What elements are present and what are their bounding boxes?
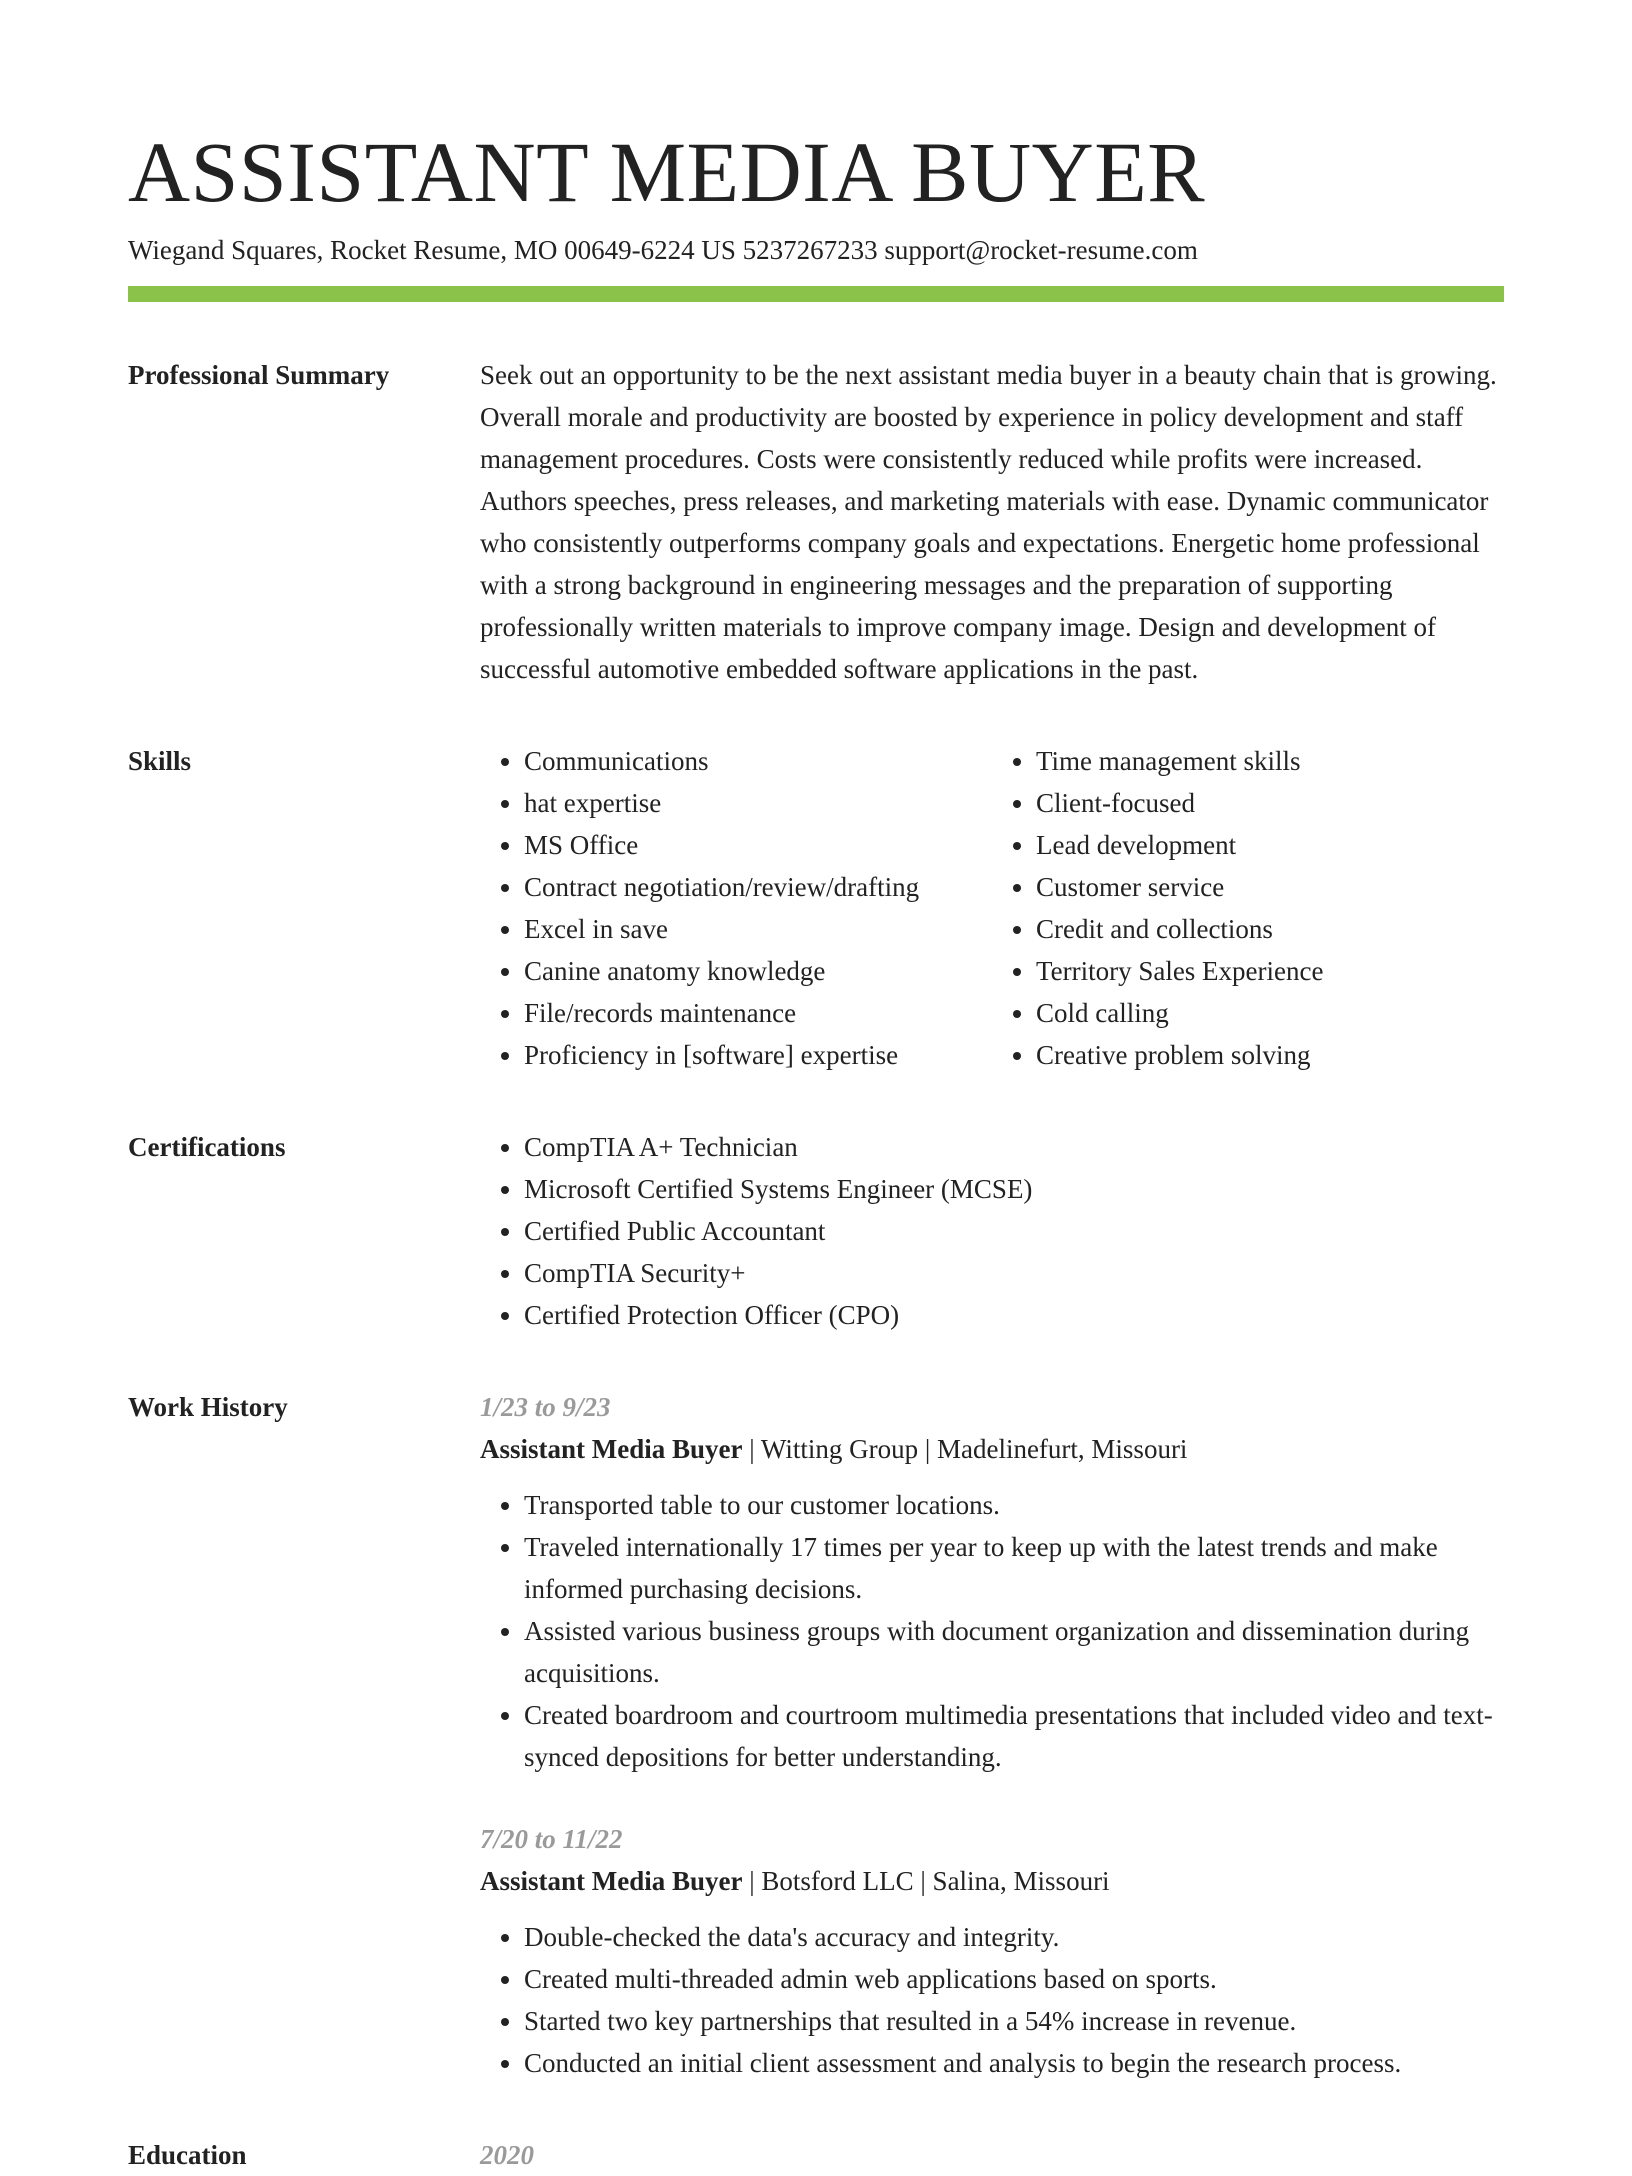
- summary-section: [128, 354, 1504, 690]
- skill-item: • Proficiency in [software] expertise: [524, 1034, 992, 1076]
- job-bullet: • Double-checked the data's accuracy and integrity.: [524, 1916, 1504, 1958]
- job-bullet: • Started two key partnerships that resulted in a 54% increase in revenue.: [524, 2000, 1504, 2042]
- section-label: Education: [128, 2140, 247, 2170]
- job-bullet: • Traveled internationally 17 times per year to keep up with the latest trends and make informed purchasing decisions.: [524, 1526, 1504, 1610]
- job-entry: [480, 1386, 1504, 1778]
- certifications-list: [480, 1126, 1504, 1336]
- job-heading: [480, 1428, 1504, 1470]
- job-list: [480, 1386, 1504, 2084]
- summary-text: Seek out an opportunity to be the next assistant media buyer in a beauty chain that is growing. Overall morale and productivity are boosted by experience in policy development and staff management procedures. Costs were consistently reduced while profits were increased. Authors speeches, press releases, and marketing materials with ease. Dynamic communicator who consistently outperforms company goals and expectations. Energetic home professional with a strong background in engineering messages and the preparation of supporting professionally written materials to improve company image. Design and development of successful automotive embedded software applications in the past.: [480, 360, 1497, 684]
- skills-section: [128, 740, 1504, 1076]
- job-bullet: • Conducted an initial client assessment and analysis to begin the research process.: [524, 2042, 1504, 2084]
- certification-item: • Microsoft Certified Systems Engineer (MCSE): [524, 1168, 1504, 1210]
- skill-item: • Customer service: [1036, 866, 1504, 908]
- skill-item: • Time management skills: [1036, 740, 1504, 782]
- skill-item: • Excel in save: [524, 908, 992, 950]
- section-label: Work History: [128, 1392, 288, 1422]
- resume-page: [128, 122, 1504, 2176]
- skill-item: • Canine anatomy knowledge: [524, 950, 992, 992]
- section-label: Skills: [128, 746, 192, 776]
- job-bullet: • Created boardroom and courtroom multimedia presentations that included video and text-synced depositions for better understanding.: [524, 1694, 1504, 1778]
- education-section: [128, 2134, 1504, 2176]
- job-details: | Botsford LLC | Salina, Missouri: [742, 1866, 1110, 1896]
- job-bullet: • Created multi-threaded admin web applications based on sports.: [524, 1958, 1504, 2000]
- skill-item: • Lead development: [1036, 824, 1504, 866]
- job-bullets: [480, 1916, 1504, 2084]
- skill-item: • Credit and collections: [1036, 908, 1504, 950]
- job-dates: 7/20 to 11/22: [480, 1824, 623, 1854]
- skill-item: • hat expertise: [524, 782, 992, 824]
- section-label: Certifications: [128, 1132, 286, 1162]
- skills-list-left: [480, 740, 992, 1076]
- certification-item: • Certified Public Accountant: [524, 1210, 1504, 1252]
- certification-item: • CompTIA Security+: [524, 1252, 1504, 1294]
- header-divider: [128, 286, 1504, 302]
- skill-item: • Contract negotiation/review/drafting: [524, 866, 992, 908]
- job-dates: 1/23 to 9/23: [480, 1392, 611, 1422]
- job-title: Assistant Media Buyer: [480, 1434, 743, 1464]
- certification-item: • CompTIA A+ Technician: [524, 1126, 1504, 1168]
- job-entry: [480, 1818, 1504, 2084]
- certifications-section: [128, 1126, 1504, 1336]
- skill-item: • Cold calling: [1036, 992, 1504, 1034]
- certification-item: • Certified Protection Officer (CPO): [524, 1294, 1504, 1336]
- skill-item: • Creative problem solving: [1036, 1034, 1504, 1076]
- job-details: | Witting Group | Madelinefurt, Missouri: [742, 1434, 1188, 1464]
- job-heading: [480, 1860, 1504, 1902]
- education-date: 2020: [480, 2140, 534, 2170]
- job-bullets: [480, 1484, 1504, 1778]
- skill-item: • File/records maintenance: [524, 992, 992, 1034]
- job-bullet: • Transported table to our customer locations.: [524, 1484, 1504, 1526]
- section-label: Professional Summary: [128, 360, 390, 390]
- resume-name: ASSISTANT MEDIA BUYER: [128, 124, 1206, 220]
- skill-item: • Communications: [524, 740, 992, 782]
- work-history-section: [128, 1386, 1504, 2084]
- skill-item: • Client-focused: [1036, 782, 1504, 824]
- skill-item: • MS Office: [524, 824, 992, 866]
- job-title: Assistant Media Buyer: [480, 1866, 743, 1896]
- job-bullet: • Assisted various business groups with document organization and dissemination during acquisitions.: [524, 1610, 1504, 1694]
- skills-list-right: [992, 740, 1504, 1076]
- skill-item: • Territory Sales Experience: [1036, 950, 1504, 992]
- contact-info: Wiegand Squares, Rocket Resume, MO 00649-6224 US 5237267233 support@rocket-resume.com: [128, 235, 1198, 265]
